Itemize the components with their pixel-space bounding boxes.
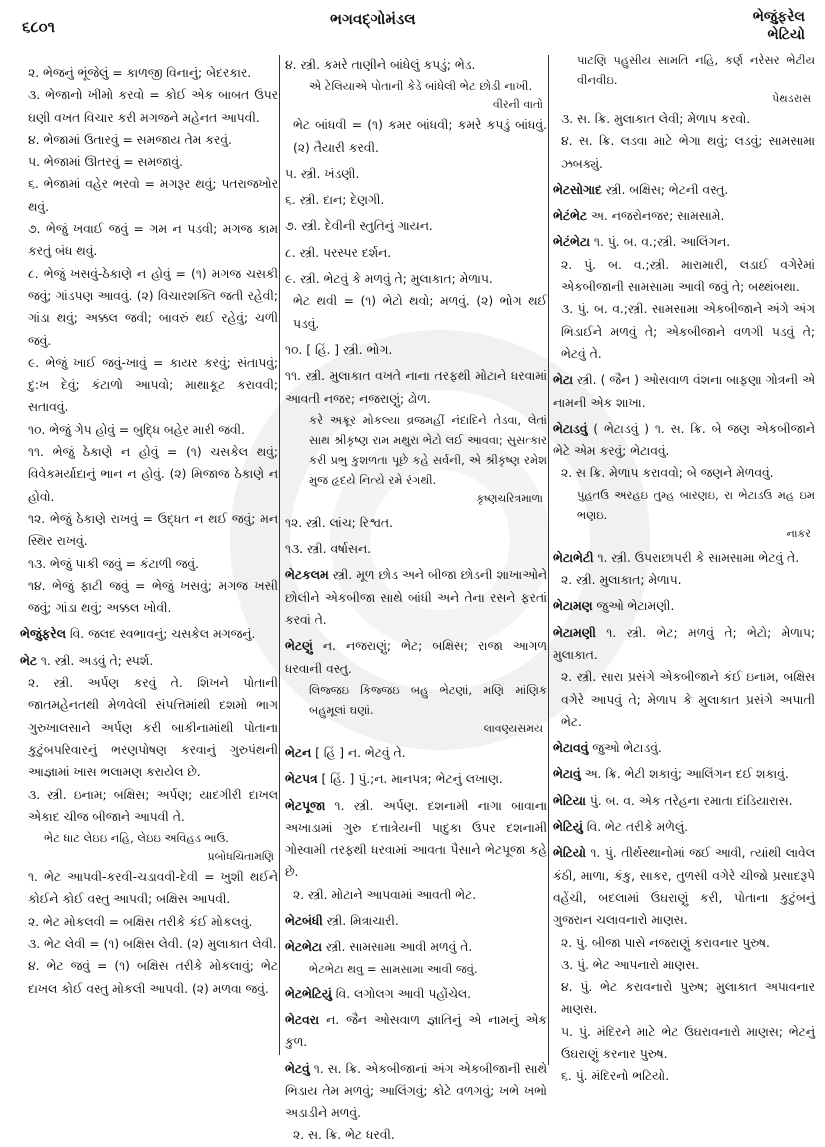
entry-headword: ભેટપત્ર [285, 772, 318, 787]
entry-headword: ભેટપૂજા [285, 798, 326, 813]
dictionary-entry [285, 365, 547, 410]
entry-sense: ૬. ભેજામાં વહેર ભરવો = મગરૂર થવું; પતરાજખોર થવું. [28, 177, 278, 214]
dictionary-entry [553, 547, 815, 569]
quotation-source: પ્રબોધચિંતામણિ [207, 850, 274, 864]
entry-sense: ૨. સ. ક્રિ. ભેટ ધરવી. [293, 1128, 395, 1143]
entry-headword: ભેટા [553, 373, 574, 388]
entry-headword: ભેટવું [285, 1061, 310, 1076]
book-title: ભગવદ્ગોમંડલ [330, 10, 416, 28]
entry-sense: ૩. ભેટ લેવી = (૧) બક્ષિસ લેવી. (૨) મુલાકાત લેવી. [28, 936, 277, 951]
dictionary-entry [285, 983, 547, 1005]
dictionary-entry [285, 795, 547, 884]
entry-sense: ૩. ભેજાનો ખીમો કરવો = કોઈ એક બાબત ઉપર ઘણી વખત વિચાર કરી મગજને મહેનત આપવી. [28, 88, 278, 125]
entry-sense: ૯. ભેજું ખાઈ જવું-ખાવું = કાયર કરવું; સંતાપવું; દુ:ખ દેવું; કંટાળો આપવો; માથાકૂટ કરાવવી; સતાવવું. [28, 355, 278, 415]
guide-word-last: ભેટિયો [767, 27, 805, 43]
entry-sense: ૨. ભેટ મોકલવી = બક્ષિસ તરીકે કંઈ મોકલવું. [28, 914, 253, 929]
dictionary-entry [553, 622, 815, 667]
entry-headword: ભેટણું [285, 639, 313, 654]
entry-definition: ૧. પું. તીર્થસ્થાનોમાં જઈ આવી, ત્યાંથી લાવેલ કંઠી, માળા, કંકુ, સાકર, તુળસી વગેરે ચીજો પ્રસાદરૂપે વહેંચી, બદલામાં ઉઘરાણું કરી, પોતાના કુટુંબનું ગુજરાન ચલાવનારો માણસ. [553, 846, 815, 928]
entry-sense: ભેટ થવી = (૧) ભેટો થવો; મળવું. (૨) ભોગ થઈ પડવું. [293, 294, 547, 331]
quotation-source: પેથડરાસ [772, 92, 811, 105]
entry-sense: ૮. ભેજું ખસવું-ઠેકાણે ન હોવું = (૧) મગજ ચસકી જવું; ગાંડપણ આવવું. (૨) વિચારશક્તિ જતી રહેવી; ગાંડા થવું; અક્કલ જવી; બાવરું થઈ રહેવું; ચળી જવું. [28, 266, 278, 348]
quotation-source: નાકર [786, 526, 811, 540]
dictionary-entry [285, 538, 547, 560]
dictionary-entry [20, 623, 278, 645]
entry-definition: [ હિં ] ન. ભેટવું તે. [311, 745, 406, 760]
entry-headword: ભેટભેટિયું [285, 986, 332, 1001]
entry-sense: ૩. સ. ક્રિ. મુલાકાત લેવી; મેળાપ કરવો. [561, 112, 751, 126]
entry-definition: સ્ત્રી. મિત્રાચારી. [322, 914, 399, 929]
entry-sense: ૨. સ્ત્રી. મોટાને આપવામાં આવતી ભેટ. [293, 887, 477, 902]
entry-sense: ભેટ બાંધવી = (૧) કમર બાંધવી; કમરે કપડું બાંધવું. (૨) તૈયારી કરવી. [293, 118, 547, 155]
entry-sense: ૪. પું. ભેટ કરાવનારો પુરુષ; મુલાકાત અપાવનાર માણસ. [561, 980, 815, 1017]
entry-headword: ભેટન [285, 745, 312, 760]
dictionary-entry [285, 910, 547, 932]
entry-definition: ૧. સ્ત્રી. ભેટ; મળવું તે; ભેટો; મેળાપ; મુલાકાત. [553, 625, 815, 662]
entry-sense: ૧૦. ભેજું ગેપ હોવું = બુદ્ધિ બહેર મારી જવી. [28, 422, 245, 437]
quotation-verse: એ ટેલિયાએ પોતાની કેડે બાંધેલી ભેટ છોડી નાખી. [309, 79, 533, 94]
quotation-verse: ભેટભેટા થવુ = સામસામા આવી જવું. [309, 961, 478, 976]
dictionary-entry [553, 790, 815, 812]
entry-definition: ૧૧. સ્ત્રી. મુલાકાત વખતે નાના તરફથી મોટાને ધરવામાં આવતી નજર; નજરાણું; ઢોળ. [285, 369, 547, 406]
entry-sense: ૨. સ ક્રિ. મેળાપ કરાવવો; બે જણને મેળવવું. [561, 466, 774, 481]
entry-sense: ૧૪. ભેજું ફાટી જવું = ભેજું ખસવું; મગજ ખસી જવું; ગાંડા થવું; અક્કલ ખોવી. [28, 578, 278, 616]
entry-definition: વિ. ભેટ તરીકે મળેલું. [582, 820, 689, 835]
dictionary-entry [285, 189, 547, 211]
dictionary-entry [553, 418, 815, 463]
dictionary-entry [285, 1058, 547, 1125]
entry-sense: ૪. ભેટ જવું = (૧) બક્ષિસ તરીકે મોકલાવું; ભેટ દાખલ કોઈ વસ્તુ મોકલી આપવી. (૨) મળવા જવું. [28, 959, 278, 996]
entry-headword: ભેટાવવું [553, 741, 589, 756]
entry-sense: ૨. પું. બીજા પાસે નજરાણું કરાવનાર પુરુષ. [561, 935, 770, 950]
quotation-source: વીરની વાતો [492, 98, 543, 112]
column-right [553, 50, 815, 1088]
entry-definition: પું. બ. વ. એક તરેહના રમાતા દાંડિયારાસ. [585, 793, 793, 808]
entry-sense: ૨. પું. બ. વ.;સ્ત્રી. મારામારી, લડાઈ વગેરેમાં એકબીજાની સામસામા આવી જવું તે; બથ્થંબથા. [561, 257, 815, 295]
entry-definition: ( ભેટાડવું ) ૧. સ. ક્રિ. બે જણ એકબીજાને ભેટે એમ કરવું; ભેટાવવું. [553, 421, 815, 459]
entry-sense: ૨. સ્ત્રી. મુલાકાત; મેળાપ. [561, 573, 682, 588]
entry-headword: ભેટકલમ [285, 568, 329, 583]
entry-headword: ભેટાડવું [553, 421, 588, 436]
entry-headword: ભેટાભેટી [553, 550, 594, 565]
entry-sense: ૩. સ્ત્રી. ઇનામ; બક્ષિસ; અર્પણ; યાદગીરી દાખલ એકાદ ચીજ બીજાને આપવી તે. [28, 787, 278, 824]
dictionary-entry [285, 215, 547, 237]
entry-headword: ભેટંભેટા [553, 235, 591, 250]
entry-definition: ૭. સ્ત્રી. દેવીની સ્તુતિનું ગાયન. [285, 219, 433, 234]
entry-definition: ૯. સ્ત્રી. ભેટવું કે મળવું તે; મુલાકાત; મેળાપ. [285, 272, 493, 287]
dictionary-entry [285, 564, 547, 631]
entry-sense: ૩. પું. ભેટ આપનારો માણસ. [561, 957, 700, 972]
dictionary-entry [553, 595, 815, 617]
entry-sense: ૪. સ. ક્રિ. લડવા માટે ભેગા થવું; લડવું; સામસામા ઝબક્યું. [561, 134, 815, 171]
dictionary-entry [553, 842, 815, 931]
entry-definition: ન. નજરાણું; ભેટ; બક્ષિસ; રાજા આગળ ધરવાની વસ્તુ. [285, 639, 547, 676]
entry-definition: ૮. સ્ત્રી. પરસ્પર દર્શન. [285, 245, 392, 260]
entry-definition: ૧. સ્ત્રી. ઉપરાછાપરી કે સામસામા ભેટવું તે. [593, 550, 800, 565]
entry-headword: ભેટભેટા [285, 940, 323, 955]
dictionary-entry [285, 1009, 547, 1054]
entry-definition: સ્ત્રી. બક્ષિસ; ભેટની વસ્તુ. [601, 182, 729, 197]
quotation-verse: પુહતઉ અરહઇ તુમ્હ બારણઇ, રા ભેટાડઉ મહ ઇમ ભણઇ. [577, 487, 815, 522]
entry-definition: અ. નજરોનજર; સામસામે. [587, 209, 725, 224]
quotation-source: કૃષ્ણચરિત્રમાળા [476, 491, 543, 505]
dictionary-entry [553, 737, 815, 759]
dictionary-entry [285, 163, 547, 185]
entry-sense: ૨. ભેજનું ભૂંજેલું = કાળજી વિનાનું; બેદરકાર. [28, 66, 252, 80]
entry-headword: ભેટસોગાદ [553, 182, 602, 197]
entry-definition: ૪. સ્ત્રી. કમરે તાણીને બાંધેલું કપડું; ભેડ. [285, 58, 476, 72]
guide-word-first: ભેજુંફરેલ [752, 9, 805, 25]
entry-headword: ભેટબંધી [285, 914, 323, 929]
entry-sense: ૪. ભેજામાં ઉતારવું = સમજાય તેમ કરવું. [28, 132, 232, 147]
entry-sense: ૫. પું. મંદિરને માટે ભેટ ઉઘરાવનારો માણસ; ભેટનું ઉઘરાણું કરનાર પુરુષ. [561, 1024, 815, 1061]
dictionary-entry [285, 936, 547, 958]
dictionary-entry [553, 179, 815, 201]
column-left [20, 62, 278, 1000]
guide-words [753, 8, 805, 44]
entry-headword: ભેટિયો [553, 846, 586, 861]
entry-sense: ૬. પું. મંદિરનો ભટિયો. [561, 1069, 670, 1084]
entry-sense: ૨. સ્ત્રી. સારા પ્રસંગે એકબીજાને કંઈ ઇનામ, બક્ષિસ વગેરે આપવું તે; મેળાપ કે મુલાકાત પ્રસંગે અપાતી ભેટ. [561, 670, 815, 729]
column-middle [285, 50, 547, 1147]
entry-sense: ૨. સ્ત્રી. અર્પણ કરવું તે. શિખને પોતાની જાતમહેનતથી મેળવેલી સંપત્તિમાંથી દશમો ભાગ ગુરુખાલસાને અર્પણ કરી બાકીનામાંથી પોતાના કુટુંબપરિવારનું ભરણપોષણ કરવાનું ગુરુપંથની આજ્ઞામાં ખાસ ભલામણ કરાયેલ છે. [28, 676, 278, 780]
dictionary-entry [553, 231, 815, 253]
entry-sense: ૭. ભેજું ખવાઈ જવું = ગમ ન પડવી; મગજ કામ કરતું બંધ થવું. [28, 222, 278, 259]
entry-definition: વિ. જલદ સ્વભાવનું; ચસકેલ મગજનું. [65, 627, 256, 642]
quotation-verse: કરે અક્રૂર મોકલ્યા વ્રજમહીં નંદાદિને તેડવા, લેતાં સાથ શ્રીકૃષ્ણ રામ મથુરા ભેટો લઈ આવવા; સુસત્કાર કરી પ્રભુ કુશળતા પૂછે કહે સર્વની, એ શ્રીકૃષ્ણ રમેશ મુજ હૃદયે નિત્યે રમે રંગથી. [309, 412, 547, 487]
entry-definition: જુઓ ભેટામણી. [592, 599, 675, 614]
entry-definition: જુઓ ભેટાડવું. [588, 741, 662, 756]
entry-definition: ૬. સ્ત્રી. દાન; દેણગી. [285, 193, 385, 208]
entry-definition: ૧. સ્ત્રી. અડવું તે; સ્પર્શ. [37, 653, 154, 668]
dictionary-entry [285, 635, 547, 680]
entry-definition: ૧. પું. બ. વ.;સ્ત્રી. આલિંગન. [590, 235, 731, 250]
entry-sense: ૩. પું. બ. વ.;સ્ત્રી. સામસામા એકબીજાને અંગે અંગ ભિડાઈને મળવું તે; એકબીજાને વળગી પડવું તે; ભેટવું તે. [561, 302, 815, 361]
entry-definition: [ હિં. ] પું.;ન. માનપત્ર; ભેટનું લખાણ. [317, 772, 503, 787]
entry-definition: અ. ક્રિ. ભેટી શકાવું; આલિંગન દઈ શકાવું. [580, 767, 789, 782]
entry-headword: ભેટંભેટ [553, 209, 587, 224]
entry-definition: ૫. સ્ત્રી. ખંડણી. [285, 166, 360, 181]
dictionary-entry [285, 742, 547, 764]
entry-definition: સ્ત્રી. મૂળ છોડ અને બીજા છોડની શાખાઓને છોલીને એકબીજા સાથે બાંધી અને તેના રસને ફરતાં કરવાં તે. [285, 568, 547, 628]
entry-headword: ભેટિયા [553, 793, 586, 808]
dictionary-entry [285, 768, 547, 790]
quotation-verse: લિજ્જઇ કિજ્જઇ બહુ ભેટણાં, મણિ માંણિક બહુમૂલાં ઘણાં. [309, 682, 547, 717]
entry-headword: ભેટામણી [553, 625, 596, 640]
entry-headword: ભેટાવું [553, 767, 581, 782]
page-number: ૬૮૦૧ [22, 18, 56, 36]
entry-headword: ભેટ [20, 653, 37, 668]
dictionary-entry [285, 512, 547, 534]
entry-definition: ૧. સ. ક્રિ. એકબીજાનાં અંગ એકબીજાની સાથે ભિડાય તેમ મળવું; આલિંગવું; કોટે વળગવું; ખભે ખભો અડાડીને મળવું. [285, 1061, 547, 1121]
dictionary-entry [553, 763, 815, 785]
dictionary-entry [285, 339, 547, 361]
dictionary-entry [553, 369, 815, 414]
entry-definition: વિ. લગોલગ આવી પહોંચેલ. [331, 986, 472, 1001]
entry-sense: ૧૧. ભેજું ઠેકાણે ન હોવું = (૧) ચસકેલ થવું; વિવેકમર્યાદાનું ભાન ન હોવું. (૨) મિજાજ ઠેકાણે ન હોવો. [28, 445, 278, 504]
quotation-verse: પાટણિ પહુસીય સામતિ નહિ, કર્ણ નરેસર ભેટીય વીનવીઇ. [577, 53, 815, 87]
entry-definition: ૧૨. સ્ત્રી. લાંચ; રિશ્વત. [285, 515, 393, 530]
quotation-source: લાવણ્યસમય [483, 721, 543, 735]
entry-headword: ભેટવરા [285, 1012, 320, 1027]
dictionary-entry [553, 816, 815, 838]
entry-sense: ૧૨. ભેજું ઠેકાણે રાખવું = ઉદ્ધત ન થઈ જવું; મન સ્થિર રાખવું. [28, 511, 278, 549]
entry-definition: સ્ત્રી. ( જૈન ) ઓસવાળ વંશના બાફણા ગોત્રની એ નામની એક શાખા. [553, 373, 815, 410]
quotation-verse: ભેટ ધાટ લેઇઇ નહિ, લેઇઇ અવિહડ ભાઉ. [44, 831, 229, 846]
entry-definition: ૧૦. [ હિં. ] સ્ત્રી. ભોગ. [285, 342, 393, 357]
entry-definition: ન. જૈન ઓસવાળ જ્ઞાતિનું એ નામનું એક કુળ. [285, 1012, 547, 1050]
dictionary-entry [553, 205, 815, 227]
entry-sense: ૧. ભેટ આપવી-કરવી-ચડાવવી-દેવી = ખુશી થઈને કોઈને કોઈ વસ્તુ આપવી; બક્ષિસ આપવી. [28, 870, 278, 907]
dictionary-entry [285, 268, 547, 290]
entry-headword: ભેટિયું [553, 820, 583, 835]
entry-sense: ૧૩. ભેજું પાકી જવું = કંટાળી જવું. [28, 556, 199, 571]
entry-definition: ૧૩. સ્ત્રી. વર્ષાસન. [285, 542, 372, 557]
entry-definition: ૧. સ્ત્રી. અર્પણ. દશનામી નાગા બાવાના અખાડામાં ગુરુ દત્તાત્રેયની પાદુકા ઉપર દશનામી ગોસ્વામી તરફથી ધરવામાં આવતા પૈસાને ભેટપૂજા કહે છે. [285, 798, 547, 880]
dictionary-entry [285, 54, 547, 76]
entry-headword: ભેજુંફરેલ [20, 627, 66, 642]
dictionary-entry [20, 650, 278, 672]
entry-headword: ભેટામણ [553, 599, 593, 614]
entry-definition: સ્ત્રી. સામસામા આવી મળવું તે. [322, 940, 473, 955]
dictionary-entry [285, 242, 547, 264]
dictionary-body [0, 50, 825, 1143]
entry-sense: ૫. ભેજામાં ઊતરવું = સમજાવું. [28, 155, 183, 170]
